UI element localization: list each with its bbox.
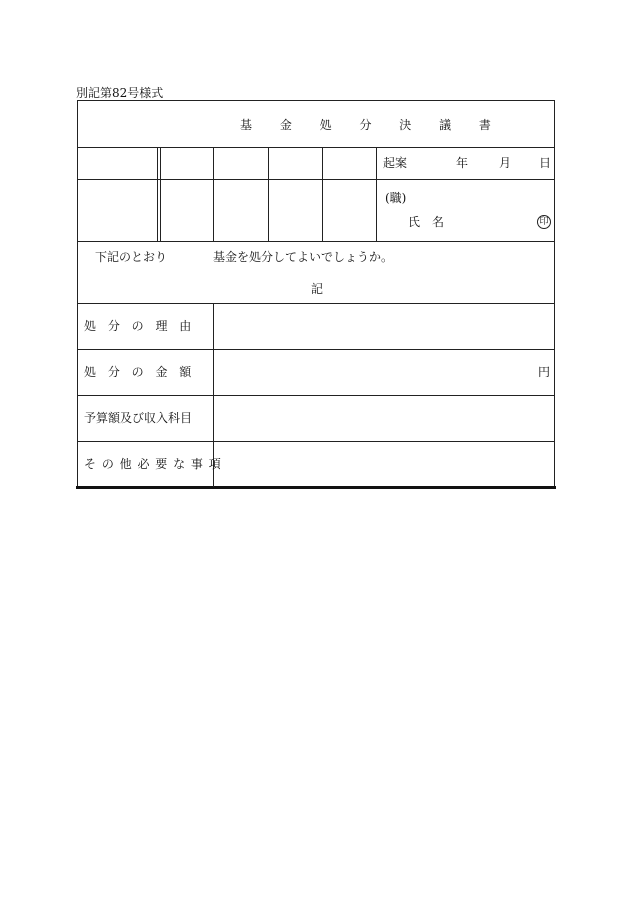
row-value-amount-unit: 円 xyxy=(538,365,551,379)
statement-suffix: 基金を処分してよいでしょうか。 xyxy=(213,250,394,264)
row-label-amount: 処 分 の 金 額 xyxy=(84,365,196,379)
bottom-border xyxy=(76,486,556,489)
divider xyxy=(77,147,555,148)
position-label: (職) xyxy=(385,191,407,205)
seal-mark: 印 xyxy=(537,215,551,229)
name-label: 氏 名 xyxy=(408,215,445,229)
divider xyxy=(77,349,555,350)
divider xyxy=(322,147,323,241)
day-label: 日 xyxy=(539,156,552,170)
divider xyxy=(77,303,555,304)
statement-prefix: 下記のとおり xyxy=(95,250,168,264)
divider xyxy=(77,241,555,242)
year-label: 年 xyxy=(456,156,469,170)
divider xyxy=(77,441,555,442)
divider xyxy=(268,147,269,241)
divider xyxy=(157,147,158,241)
month-label: 月 xyxy=(499,156,512,170)
row-label-other: そ の 他 必 要 な 事 項 xyxy=(84,457,222,471)
ki-label: 記 xyxy=(311,282,324,296)
divider xyxy=(213,147,214,241)
divider xyxy=(77,395,555,396)
divider xyxy=(376,147,377,241)
row-label-budget: 予算額及び収入科目 xyxy=(84,411,193,425)
kian-label: 起案 xyxy=(383,156,408,170)
divider xyxy=(160,147,161,241)
row-label-reason: 処 分 の 理 由 xyxy=(84,319,196,333)
divider xyxy=(77,179,555,180)
document-title: 基 金 処 分 決 議 書 xyxy=(240,118,503,132)
form-number: 別記第82号様式 xyxy=(76,86,164,100)
